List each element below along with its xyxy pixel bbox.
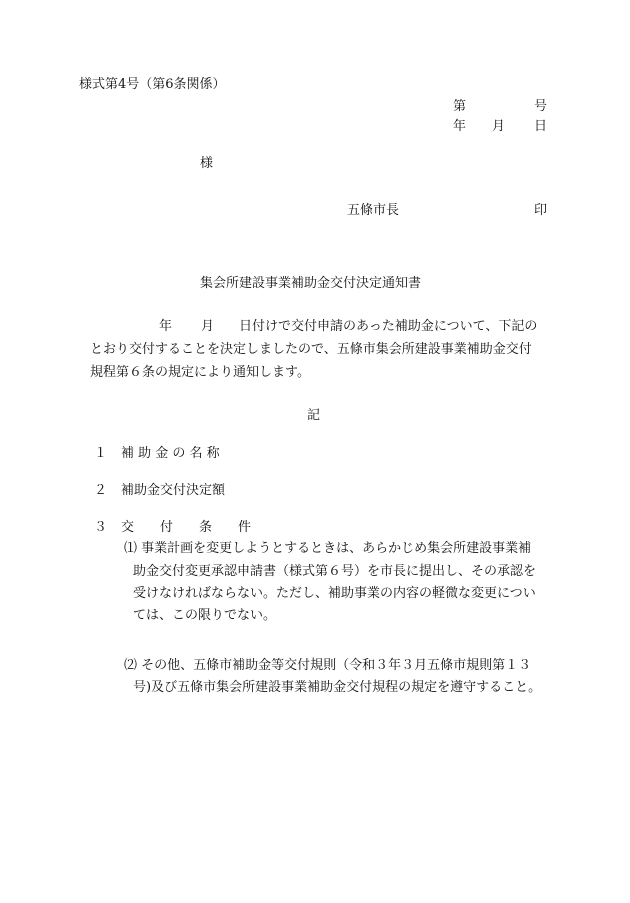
item-3-label: 交 付 条 件: [121, 520, 252, 535]
item-1-number: １: [94, 446, 108, 461]
date-day: 日: [534, 119, 548, 134]
item-1-label: 補 助 金 の 名 称: [121, 446, 220, 461]
item-2-label: 補助金交付決定額: [121, 483, 226, 498]
issuer-name: 五條市長: [347, 203, 400, 218]
body-line-1: 日付けで交付申請のあった補助金について、下記の: [239, 319, 538, 334]
item-2-number: ２: [94, 483, 108, 498]
seal-mark: 印: [534, 203, 548, 218]
body-year: 年: [159, 319, 173, 334]
form-number: 様式第4号（第6条関係）: [79, 77, 226, 92]
body-month: 月: [201, 319, 215, 334]
addressee-honorific: 様: [200, 156, 214, 171]
condition-1-line-1: ⑴ 事業計画を変更しようとするときは、あらかじめ集会所建設事業補: [124, 541, 532, 556]
condition-2-line-1: ⑵ その他、五條市補助金等交付規則（令和３年３月五條市規則第１３: [124, 658, 532, 673]
body-line-3: 規程第６条の規定により通知します。: [90, 365, 310, 380]
body-line-2: とおり交付することを決定しましたので、五條市集会所建設事業補助金交付: [90, 342, 532, 357]
document-title: 集会所建設事業補助金交付決定通知書: [200, 276, 422, 291]
condition-1-line-3: 受けなければならない。ただし、補助事業の内容の軽微な変更につい: [133, 586, 536, 601]
date-month: 月: [492, 119, 506, 134]
item-3-number: ３: [94, 520, 108, 535]
condition-2-line-2: 号)及び五條市集会所建設事業補助金交付規程の規定を遵守すること。: [133, 680, 542, 695]
ki-heading: 記: [307, 408, 321, 423]
condition-1-line-2: 助金交付変更承認申請書（様式第６号）を市長に提出し、その承認を: [133, 564, 537, 579]
document-number-prefix: 第: [453, 99, 467, 114]
date-year: 年: [453, 119, 467, 134]
document-number-suffix: 号: [534, 99, 548, 114]
condition-1-line-4: ては、この限りでない。: [133, 608, 277, 623]
